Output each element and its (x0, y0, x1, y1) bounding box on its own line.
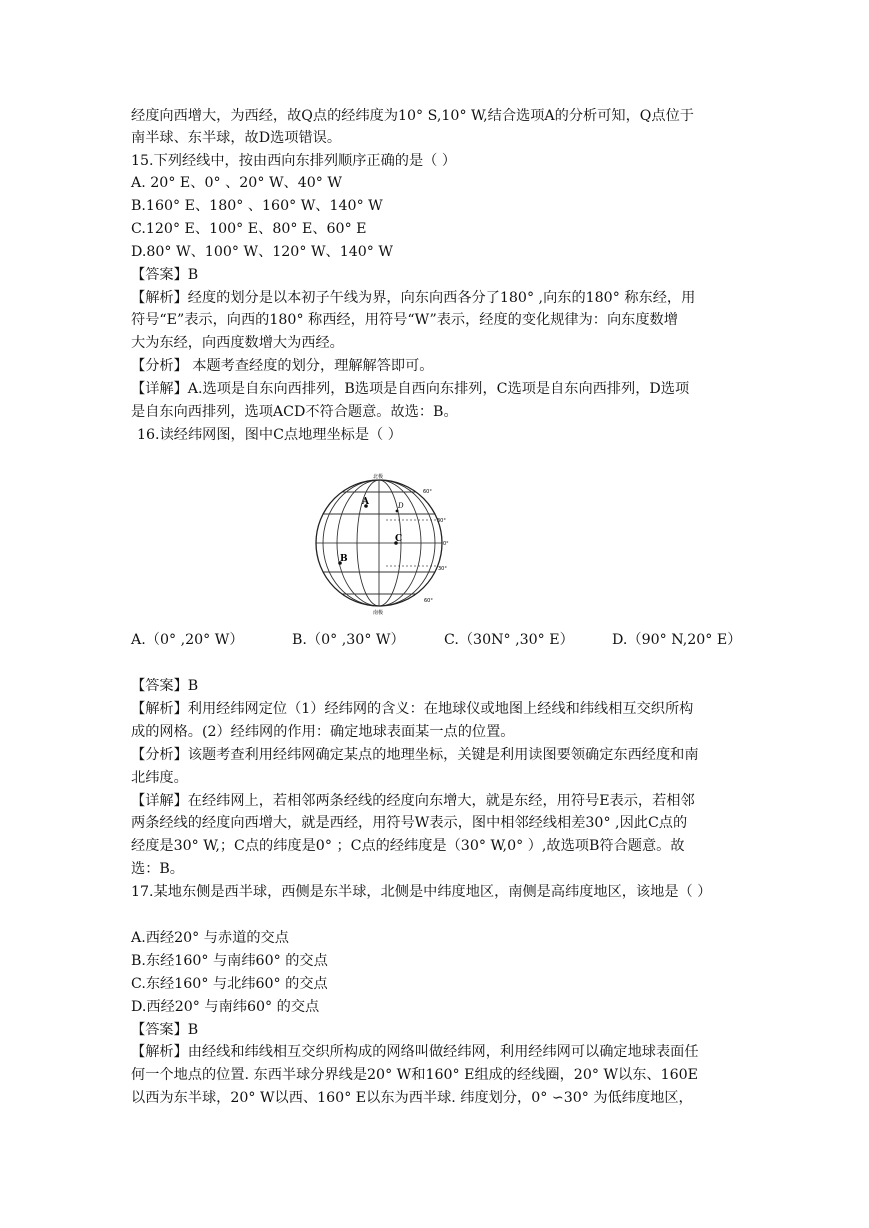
q15-answer: 【答案】B (131, 267, 199, 283)
q17-option-c: C.东经160° 与北纬60° 的交点 (131, 976, 328, 992)
lat-30n-label: 30° (437, 518, 446, 524)
text-line: 南半球、东半球，故D选项错误。 (131, 130, 342, 146)
q16-detail-line: 两条经线的经度向西增大，就是西经，用符号W表示，图中相邻经线相差30° ,因此C点的 (131, 815, 688, 831)
q16-analysis-line: 【解析】利用经纬网定位（1）经纬网的含义：在地球仪或地图上经线和纬线相互交织所构 (131, 701, 694, 717)
q15-option-a: A. 20° E、0° 、20° W、40° W (131, 175, 342, 191)
q16-fenxi-line: 北纬度。 (131, 770, 188, 786)
point-a-label: A (362, 497, 369, 507)
q16-option-c: C.（30N° ,30° E） (444, 632, 574, 648)
point-b-label: B (340, 554, 348, 564)
text-line: 经度向西增大，为西经，故Q点的经纬度为10° S,10° W,结合选项A的分析可知，Q点位于 (131, 108, 694, 124)
q17-option-d: D.西经20° 与南纬60° 的交点 (131, 999, 320, 1015)
q17-option-a: A.西经20° 与赤道的交点 (131, 930, 289, 946)
question-16-stem: 16.读经纬网图，图中C点地理坐标是（ ） (137, 427, 402, 443)
q15-detail-line: 【详解】A.选项是自东向西排列，B选项是自西向东排列，C选项是自东向西排列，D选项 (131, 381, 690, 397)
graticule-figure (306, 466, 456, 616)
q17-analysis-line: 何一个地点的位置. 东西半球分界线是20° W和160° E组成的经线圈，20° W以东、160E (131, 1067, 699, 1083)
south-pole-label: 南极 (373, 610, 384, 616)
lat-60s-label: 60° (424, 598, 433, 604)
q16-option-a: A.（0° ,20° W） (131, 632, 244, 648)
q17-analysis-line: 【解析】由经线和纬线相互交织所构成的网络叫做经纬网，利用经纬网可以确定地球表面任 (131, 1044, 699, 1060)
q16-fenxi-line: 【分析】该题考查利用经纬网确定某点的地理坐标，关键是利用读图要领确定东西经度和南 (131, 747, 699, 763)
q16-analysis-line: 成的网格。(2）经纬网的作用：确定地球表面某一点的位置。 (131, 724, 515, 740)
point-c-label: C (395, 534, 403, 544)
q16-option-d: D.（90° N,20° E） (612, 632, 742, 648)
q15-analysis-line: 大为东经，向西度数增大为西经。 (131, 335, 344, 351)
q15-fenxi: 【分析】 本题考查经度的划分，理解解答即可。 (131, 358, 434, 374)
q16-answer: 【答案】B (131, 678, 199, 694)
point-d-label: D (398, 502, 404, 510)
q15-option-c: C.120° E、100° E、80° E、60° E (131, 221, 367, 237)
lat-60n-label: 60° (423, 489, 432, 495)
point-d-marker (396, 510, 399, 513)
question-17-stem: 17.某地东侧是西半球，西侧是东半球，北侧是中纬度地区，南侧是高纬度地区，该地是（ ） (131, 884, 712, 900)
lat-0-label: 0° (443, 541, 449, 547)
q17-option-b: B.东经160° 与南纬60° 的交点 (131, 953, 328, 969)
north-pole-label: 北极 (373, 474, 384, 480)
q17-analysis-line: 以西为东半球，20° W以西、160° E以东为西半球. 纬度划分，0° ∽30° 为低纬度地区， (131, 1090, 693, 1106)
question-15-stem: 15.下列经线中，按由西向东排列顺序正确的是（ ） (131, 153, 457, 169)
q16-detail-line: 经度是30° W,；C点的纬度是0° ；C点的经纬度是（30° W,0° ）,故选项B符合题意。故 (131, 838, 685, 854)
q16-detail-line: 【详解】在经纬网上，若相邻两条经线的经度向东增大，就是东经，用符号E表示，若相邻 (131, 793, 695, 809)
q15-option-d: D.80° W、100° W、120° W、140° W (131, 244, 393, 260)
q15-analysis-line: 符号“E”表示，向西的180° 称西经，用符号“W”表示，经度的变化规律为：向东度数增 (131, 312, 678, 328)
q15-analysis-line: 【解析】经度的划分是以本初子午线为界，向东向西各分了180° ,向东的180° 称东经，用 (131, 290, 696, 306)
q15-option-b: B.160° E、180° 、160° W、140° W (131, 198, 383, 214)
q16-option-b: B.（0° ,30° W） (292, 632, 405, 648)
q17-answer: 【答案】B (131, 1022, 199, 1038)
lat-30s-label: 30° (438, 566, 447, 572)
q16-detail-line: 选：B。 (131, 861, 184, 877)
q15-detail-line: 是自东向西排列，选项ACD不符合题意。故选：B。 (131, 404, 458, 420)
globe-graticule-image (306, 466, 456, 616)
